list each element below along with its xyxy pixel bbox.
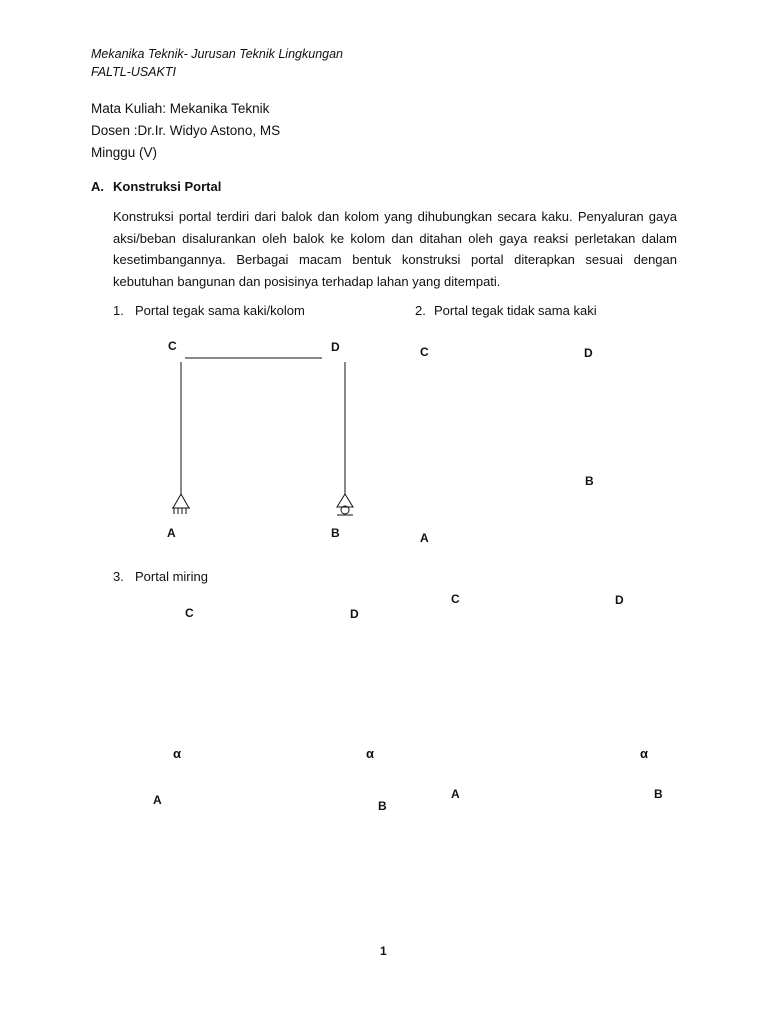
section-title: Konstruksi Portal xyxy=(113,179,222,194)
item-1-title: Portal tegak sama kaki/kolom xyxy=(135,303,305,318)
fig3-label-b: B xyxy=(378,799,387,813)
fig3-alpha-right: α xyxy=(366,746,374,761)
fig1-label-b: B xyxy=(331,526,340,540)
item-1-number: 1. xyxy=(113,303,124,318)
section-number: A. xyxy=(91,179,104,194)
fig4-alpha: α xyxy=(640,746,648,761)
fig1-label-a: A xyxy=(167,526,176,540)
header-department: Mekanika Teknik- Jurusan Teknik Lingkungan xyxy=(91,47,344,61)
week-label: Minggu (V) xyxy=(91,145,158,160)
course-name: Mata Kuliah: Mekanika Teknik xyxy=(91,101,270,116)
fig1-label-c: C xyxy=(168,339,177,353)
header-faculty: FALTL-USAKTI xyxy=(91,65,176,79)
fig3-label-c: C xyxy=(185,606,194,620)
roller-support-b-icon xyxy=(337,494,353,515)
item-2-title: Portal tegak tidak sama kaki xyxy=(434,303,597,318)
item-2-number: 2. xyxy=(415,303,426,318)
fig4-label-d: D xyxy=(615,593,624,607)
fig4-label-c: C xyxy=(451,592,460,606)
lecturer-name: Dosen :Dr.Ir. Widyo Astono, MS xyxy=(91,123,281,138)
pin-support-a-icon xyxy=(172,494,190,514)
fig2-label-d: D xyxy=(584,346,593,360)
fig2-label-c: C xyxy=(420,345,429,359)
section-paragraph: Konstruksi portal terdiri dari balok dan kolom yang dihubungkan secara kaku. Penyaluran gaya aksi/beban disalurankan oleh balok ke kolom dan ditahan oleh gaya reaksi perletakan dalam kesetimbangannya. Berbagai macam bentuk konstruksi portal diterapkan sesuai dengan kebutuhan bangunan dan posisinya terhadap lahan yang ditempati. xyxy=(113,209,677,289)
fig3-alpha-left: α xyxy=(173,746,181,761)
fig3-label-a: A xyxy=(153,793,162,807)
item-3-number: 3. xyxy=(113,569,124,584)
fig1-label-d: D xyxy=(331,340,340,354)
page-number: 1 xyxy=(380,944,387,958)
fig2-label-a: A xyxy=(420,531,429,545)
fig2-label-b: B xyxy=(585,474,594,488)
fig3-label-d: D xyxy=(350,607,359,621)
fig4-label-a: A xyxy=(451,787,460,801)
fig4-label-b: B xyxy=(654,787,663,801)
item-3-title: Portal miring xyxy=(135,569,208,584)
